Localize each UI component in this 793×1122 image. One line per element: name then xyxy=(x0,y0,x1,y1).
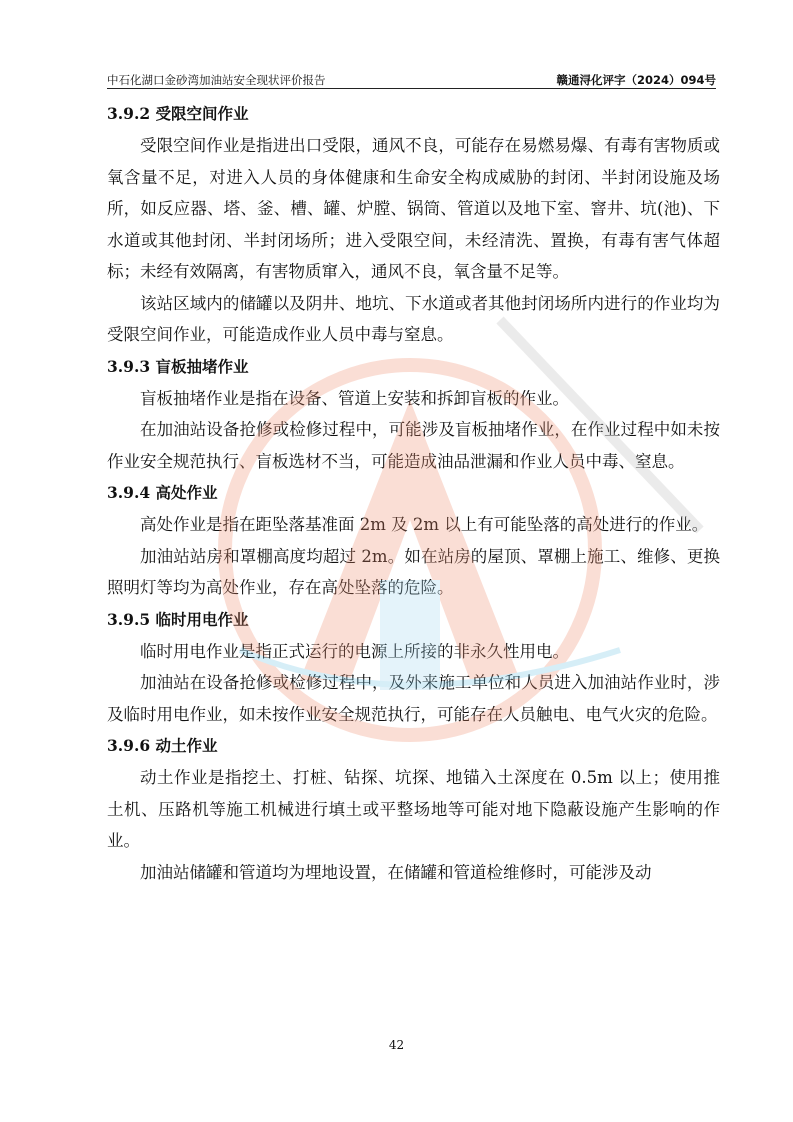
report-title: 中石化湖口金砂湾加油站安全现状评价报告 xyxy=(107,73,326,87)
section-heading-temporary-electricity: 3.9.5 临时用电作业 xyxy=(107,609,249,629)
page-body xyxy=(107,98,720,888)
section-heading-confined-space: 3.9.2 受限空间作业 xyxy=(107,104,249,123)
paragraph: 受限空间作业是指进出口受限，通风不良，可能存在易燃易爆、有毒有害物质或氧含量不足，对进入人员的身体健康和生命安全构成威胁的封闭、半封闭设施及场所，如反应器、塔、釜、槽、罐、炉膛、锅筒、管道以及地下室、窨井、坑(池)、下水道或其他封闭、半封闭场所；进入受限空间，未经清洗、置换，有毒有害气体超标；未经有效隔离，有害物质窜入，通风不良，氧含量不足等。 xyxy=(107,136,720,281)
page-header xyxy=(107,70,716,89)
paragraph: 加油站在设备抢修或检修过程中，及外来施工单位和人员进入加油站作业时，涉及临时用电作业，如未按作业安全规范执行，可能存在人员触电、电气火灾的危险。 xyxy=(107,673,720,724)
paragraph: 高处作业是指在距坠落基准面 2m 及 2m 以上有可能坠落的高处进行的作业。 xyxy=(140,515,709,534)
paragraph: 加油站储罐和管道均为埋地设置，在储罐和管道检维修时，可能涉及动 xyxy=(140,862,652,882)
paragraph: 该站区域内的储罐以及阴井、地坑、下水道或者其他封闭场所内进行的作业均为受限空间作业，可能造成作业人员中毒与窒息。 xyxy=(107,293,720,344)
section-heading-excavation: 3.9.6 动土作业 xyxy=(107,736,218,755)
paragraph: 动土作业是指挖土、打桩、钻探、坑探、地锚入土深度在 0.5m 以上；使用推土机、压路机等施工机械进行填土或平整场地等可能对地下隐蔽设施产生影响的作业。 xyxy=(107,768,720,850)
paragraph: 加油站站房和罩棚高度均超过 2m。如在站房的屋顶、罩棚上施工、维修、更换照明灯等均为高处作业，存在高处坠落的危险。 xyxy=(107,546,720,597)
paragraph: 盲板抽堵作业是指在设备、管道上安装和拆卸盲板的作业。 xyxy=(140,388,569,408)
page-number: 42 xyxy=(388,1038,405,1052)
paragraph: 在加油站设备抢修或检修过程中，可能涉及盲板抽堵作业，在作业过程中如未按作业安全规范执行、盲板选材不当，可能造成油品泄漏和作业人员中毒、窒息。 xyxy=(107,420,720,471)
section-heading-blind-plate: 3.9.3 盲板抽堵作业 xyxy=(107,356,249,376)
paragraph: 临时用电作业是指正式运行的电源上所接的非永久性用电。 xyxy=(140,641,569,661)
document-number: 赣通浔化评字（2024）094号 xyxy=(556,73,716,87)
section-heading-work-at-height: 3.9.4 高处作业 xyxy=(107,483,218,502)
